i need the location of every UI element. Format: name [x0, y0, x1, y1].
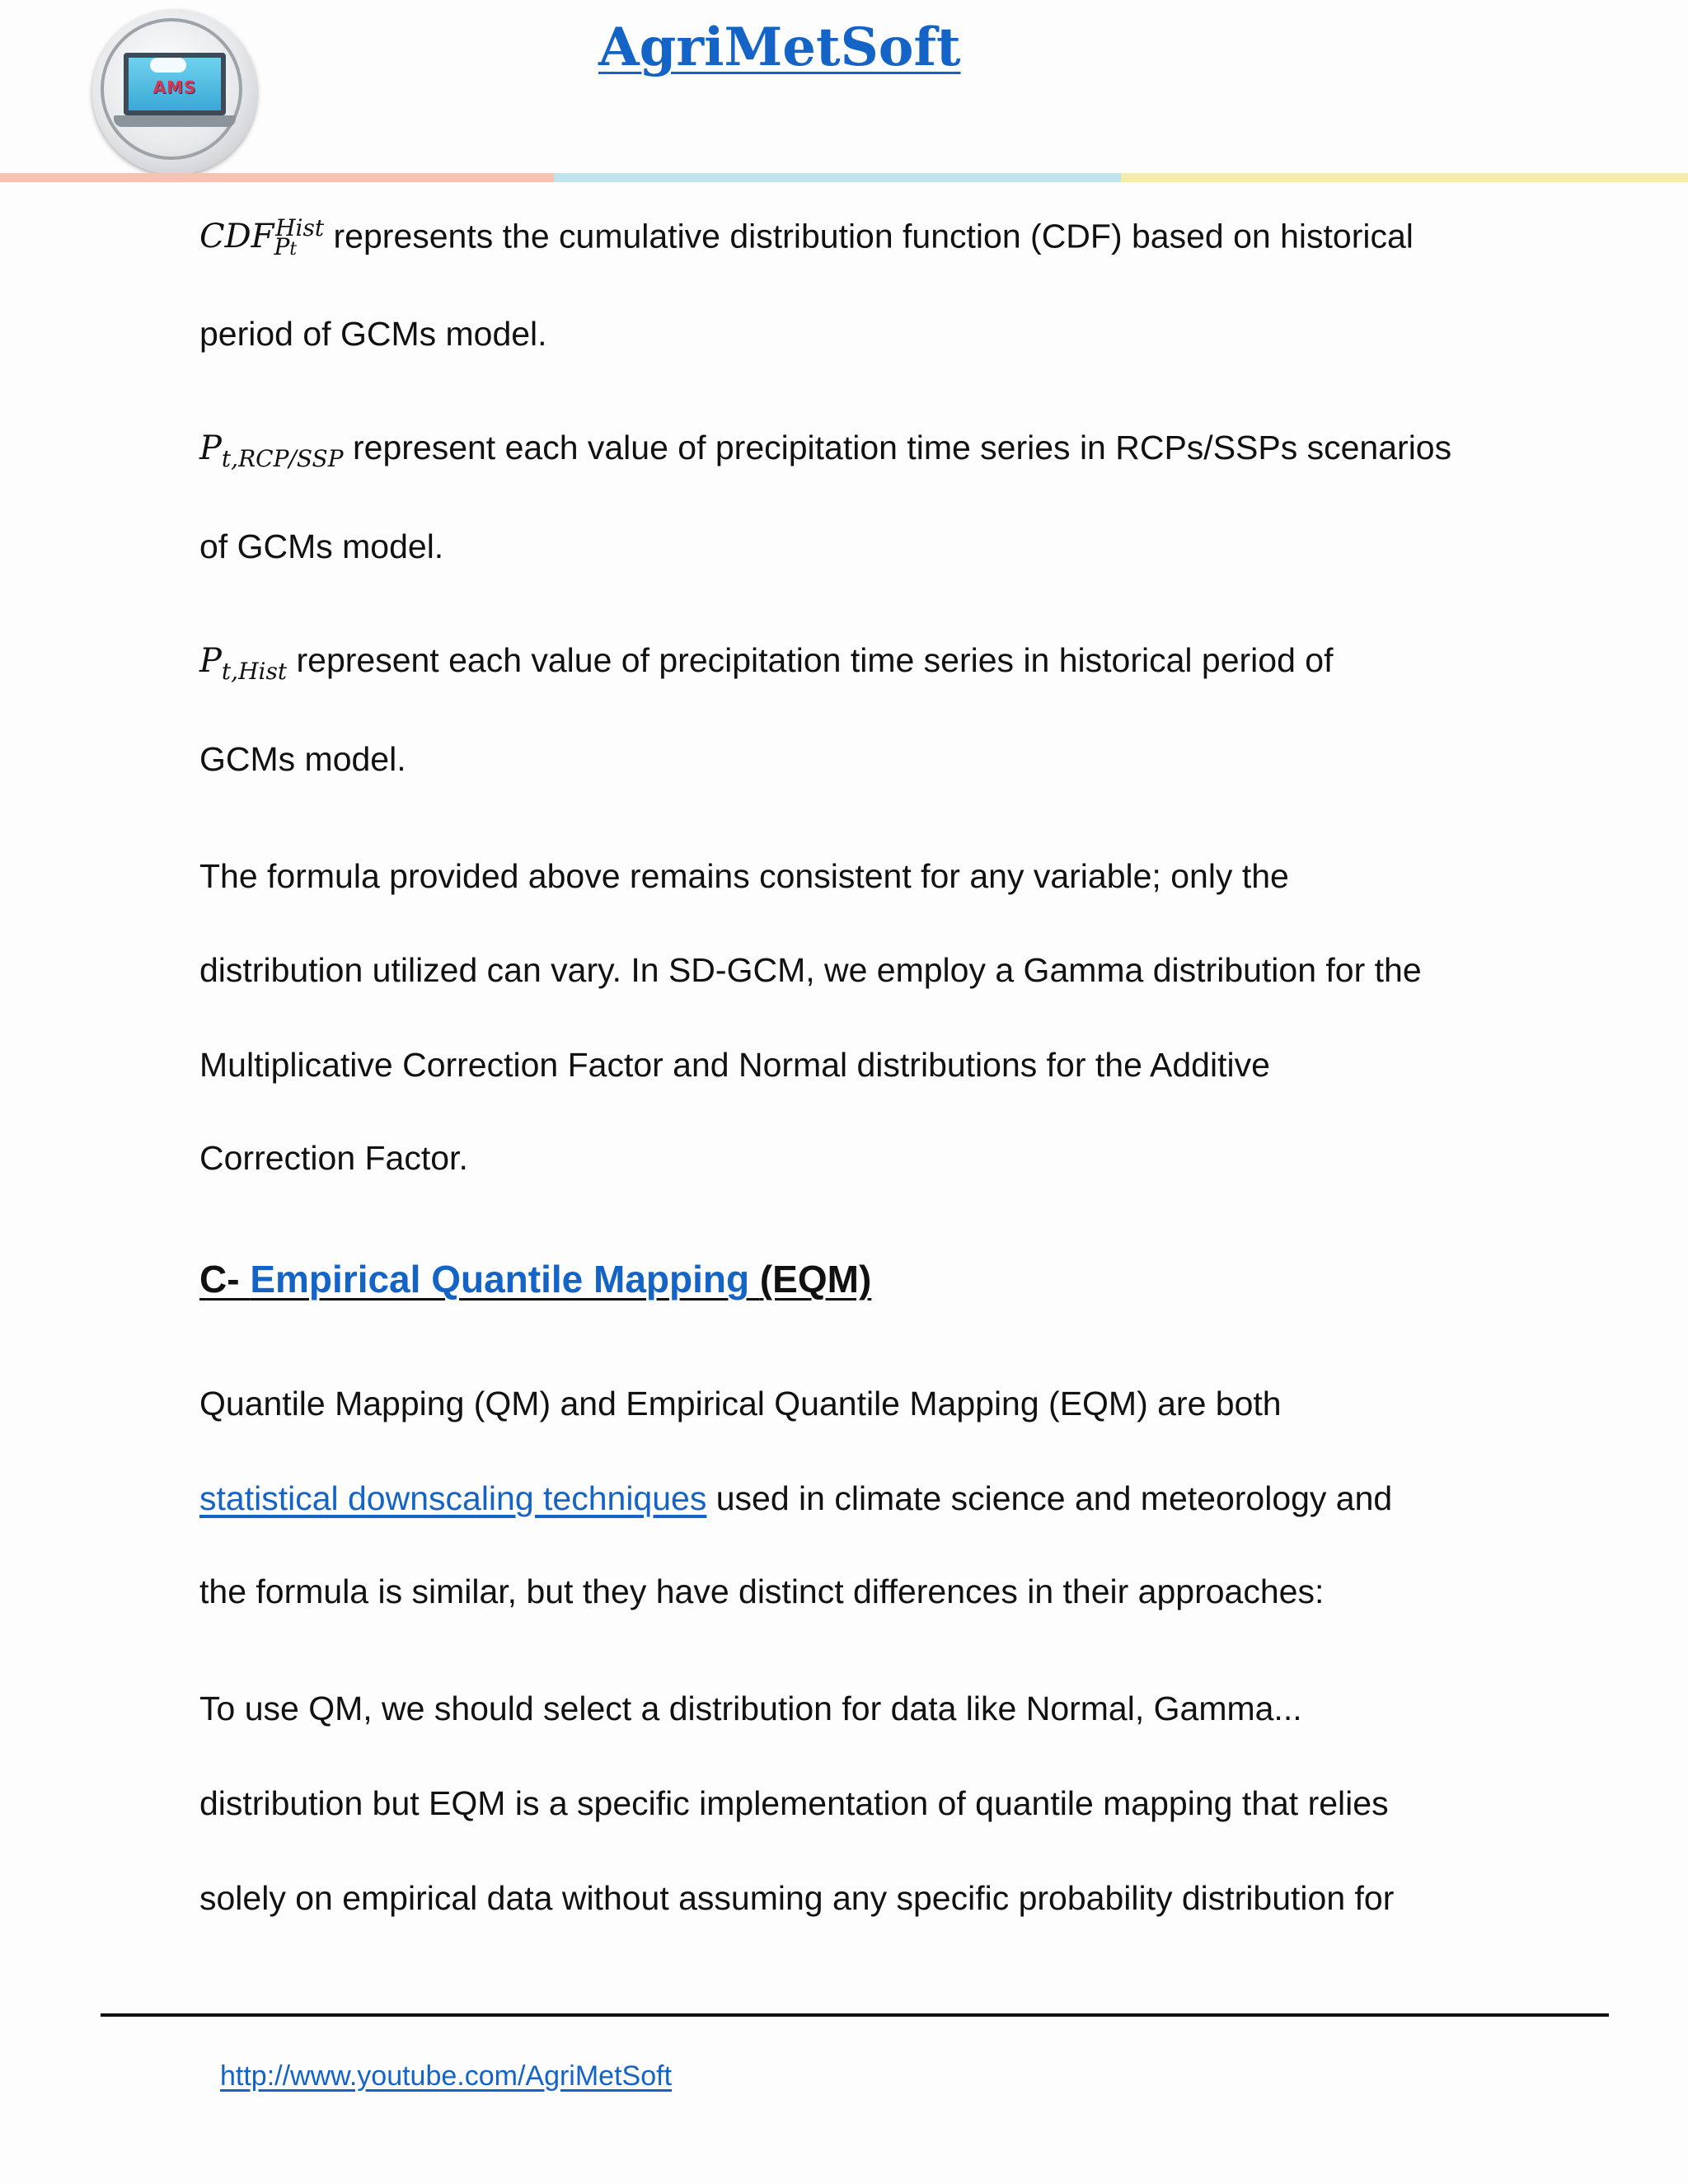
- header-stripe-peach: [0, 173, 554, 182]
- agrimetsoft-logo[interactable]: [92, 10, 257, 175]
- p6-line3: solely on empirical data without assuming any specific probability distribution for: [199, 1879, 1395, 1917]
- p4-line2: distribution utilized can vary. In SD-GCM, we employ a Gamma distribution for the: [199, 951, 1422, 989]
- footer-divider: [101, 2013, 1609, 2017]
- p-rcp-symbol: $P_{t,RCP/SSP}$: [199, 429, 344, 472]
- p3-line1: $P_{t,Hist}$ represent each value of precipitation time series in historical period of: [199, 641, 1334, 685]
- p6-line1: To use QM, we should select a distribution for data like Normal, Gamma...: [199, 1690, 1302, 1727]
- p5-line2: statistical downscaling techniques used in climate science and meteorology and: [199, 1479, 1393, 1517]
- p5-line1: Quantile Mapping (QM) and Empirical Quantile Mapping (EQM) are both: [199, 1385, 1282, 1422]
- header-stripe-yellow: [1121, 173, 1688, 182]
- p2-line1: $P_{t,RCP/SSP}$ represent each value of precipitation time series in RCPs/SSPs scenarios: [199, 429, 1452, 472]
- eqm-heading-link[interactable]: Empirical Quantile Mapping: [250, 1258, 760, 1301]
- p1-line2: period of GCMs model.: [199, 315, 547, 353]
- p4-line3: Multiplicative Correction Factor and Normal distributions for the Additive: [199, 1046, 1270, 1084]
- p2-line2: of GCMs model.: [199, 527, 444, 565]
- page-header: [0, 0, 1688, 173]
- p-hist-symbol: $P_{t,Hist}$: [199, 642, 288, 685]
- p4-line4: Correction Factor.: [199, 1139, 468, 1177]
- p3-line2: GCMs model.: [199, 740, 406, 778]
- statistical-downscaling-link[interactable]: statistical downscaling techniques: [199, 1479, 707, 1517]
- logo-text: AMS: [152, 77, 197, 97]
- p5-line3: the formula is similar, but they have distinct differences in their approaches:: [199, 1572, 1325, 1610]
- footer-youtube-link[interactable]: http://www.youtube.com/AgriMetSoft: [220, 2060, 673, 2092]
- cdf-symbol: $CDF_{Pt}^{Hist}$: [199, 214, 325, 261]
- p6-line2: distribution but EQM is a specific implementation of quantile mapping that relies: [199, 1784, 1389, 1822]
- p1-line1: $CDF_{Pt}^{Hist}$ represents the cumulative distribution function (CDF) based on historical: [199, 214, 1414, 261]
- header-stripe-blue: [554, 173, 1121, 182]
- laptop-base: [114, 115, 236, 127]
- section-heading-eqm: C- Empirical Quantile Mapping (EQM): [199, 1258, 872, 1301]
- p4-line1: The formula provided above remains consistent for any variable; only the: [199, 857, 1289, 895]
- cloud-icon: [150, 58, 186, 73]
- brand-title[interactable]: AgriMetSoft: [598, 16, 961, 78]
